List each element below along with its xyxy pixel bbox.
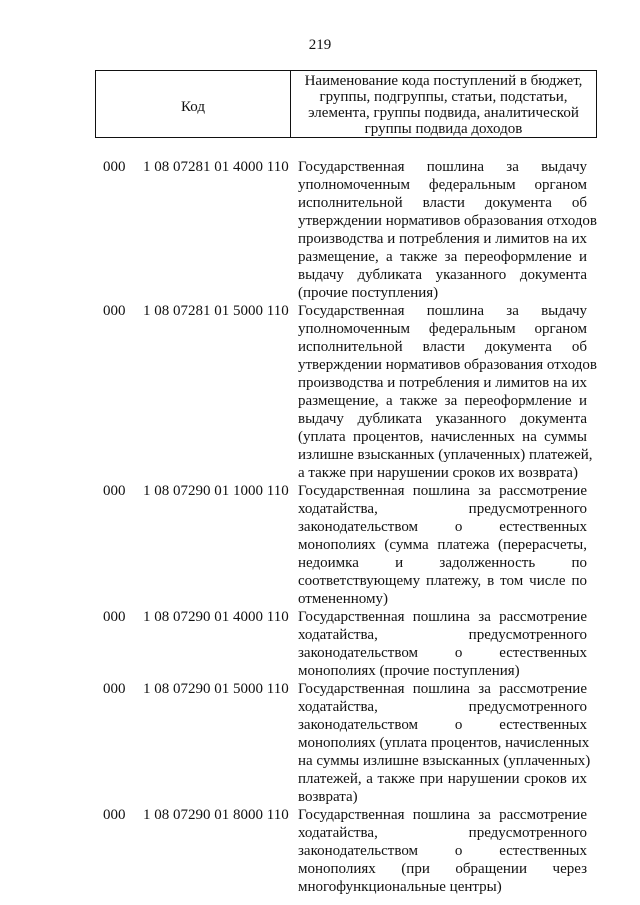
revenue-name-line: Государственная пошлина за выдачу [298,159,587,175]
table-row [0,680,640,806]
table-row [0,608,640,680]
revenue-name-line: утверждении нормативов образования отходов [298,357,597,373]
table-row [0,158,640,302]
header-name-line: элемента, группы подвида, аналитической [308,105,579,121]
revenue-name-line: выдачу дубликата указанного документа [298,411,587,427]
admin-code-cell: 000 [103,483,126,499]
admin-code-cell: 000 [103,681,126,697]
revenue-name-line: уполномоченным федеральным органом [298,321,587,337]
revenue-name-line: излишне взысканных (уплаченных) платежей, [298,447,593,463]
revenue-code-cell: 1 08 07290 01 5000 110 [143,681,289,697]
revenue-name-cell [298,608,587,680]
revenue-name-cell [298,482,587,608]
revenue-name-line: Государственная пошлина за рассмотрение [298,807,587,823]
revenue-name-line: размещение, а также за переоформление и [298,393,587,409]
header-code-cell: Код [96,71,291,137]
revenue-name-cell [298,806,587,896]
table-row [0,482,640,608]
revenue-name-line: возврата) [298,789,358,805]
revenue-name-line: платежей, а также при нарушении сроков их [298,771,587,787]
revenue-name-line: законодательством о естественных [298,717,587,733]
revenue-name-line: производства и потребления и лимитов на их [298,231,587,247]
revenue-name-cell [298,158,597,302]
revenue-name-line: Государственная пошлина за рассмотрение [298,483,587,499]
revenue-name-line: недоимка и задолженность по [298,555,587,571]
revenue-name-line: Государственная пошлина за рассмотрение [298,681,587,697]
admin-code-cell: 000 [103,159,126,175]
revenue-name-line: на суммы излишне взысканных (уплаченных) [298,753,591,769]
revenue-code-cell: 1 08 07290 01 4000 110 [143,609,289,625]
revenue-name-line: (уплата процентов, начисленных на суммы [298,429,587,445]
revenue-name-line: законодательством о естественных [298,519,587,535]
revenue-name-line: многофункциональные центры) [298,879,502,895]
revenue-name-line: а также при нарушении сроков их возврата) [298,465,578,481]
table-body [0,158,640,896]
revenue-name-line: исполнительной власти документа об [298,339,587,355]
revenue-name-line: размещение, а также за переоформление и [298,249,587,265]
revenue-name-line: исполнительной власти документа об [298,195,587,211]
header-name-line: группы подвида доходов [364,121,523,137]
page-number: 219 [308,37,332,53]
header-name-line: Наименование кода поступлений в бюджет, [304,73,583,89]
table-row [0,806,640,896]
table-row [0,302,640,482]
revenue-name-cell [298,680,591,806]
revenue-name-line: монополиях (прочие поступления) [298,663,520,679]
table-header [95,70,597,138]
revenue-name-line: уполномоченным федеральным органом [298,177,587,193]
revenue-name-line: (прочие поступления) [298,285,439,301]
revenue-name-line: монополиях (сумма платежа (перерасчеты, [298,537,587,553]
revenue-name-line: ходатайства, предусмотренного [298,825,587,841]
revenue-name-line: монополиях (при обращении через [298,861,587,877]
revenue-name-line: монополиях (уплата процентов, начисленных [298,735,590,751]
revenue-code-cell: 1 08 07281 01 5000 110 [143,303,289,319]
admin-code-cell: 000 [103,807,126,823]
revenue-name-line: соответствующему платежу, в том числе по [298,573,587,589]
revenue-code-cell: 1 08 07290 01 8000 110 [143,807,289,823]
revenue-code-cell: 1 08 07281 01 4000 110 [143,159,289,175]
header-name-cell [291,71,596,137]
revenue-name-cell [298,302,597,482]
revenue-name-line: Государственная пошлина за выдачу [298,303,587,319]
revenue-name-line: утверждении нормативов образования отходов [298,213,597,229]
revenue-name-line: производства и потребления и лимитов на их [298,375,587,391]
revenue-name-line: отмененному) [298,591,388,607]
revenue-name-line: законодательством о естественных [298,645,587,661]
revenue-name-line: ходатайства, предусмотренного [298,627,587,643]
admin-code-cell: 000 [103,609,126,625]
header-name-line: группы, подгруппы, статьи, подстатьи, [319,89,568,105]
revenue-name-line: ходатайства, предусмотренного [298,501,587,517]
revenue-name-line: Государственная пошлина за рассмотрение [298,609,587,625]
revenue-name-line: законодательством о естественных [298,843,587,859]
revenue-code-cell: 1 08 07290 01 1000 110 [143,483,289,499]
revenue-name-line: ходатайства, предусмотренного [298,699,587,715]
admin-code-cell: 000 [103,303,126,319]
revenue-name-line: выдачу дубликата указанного документа [298,267,587,283]
